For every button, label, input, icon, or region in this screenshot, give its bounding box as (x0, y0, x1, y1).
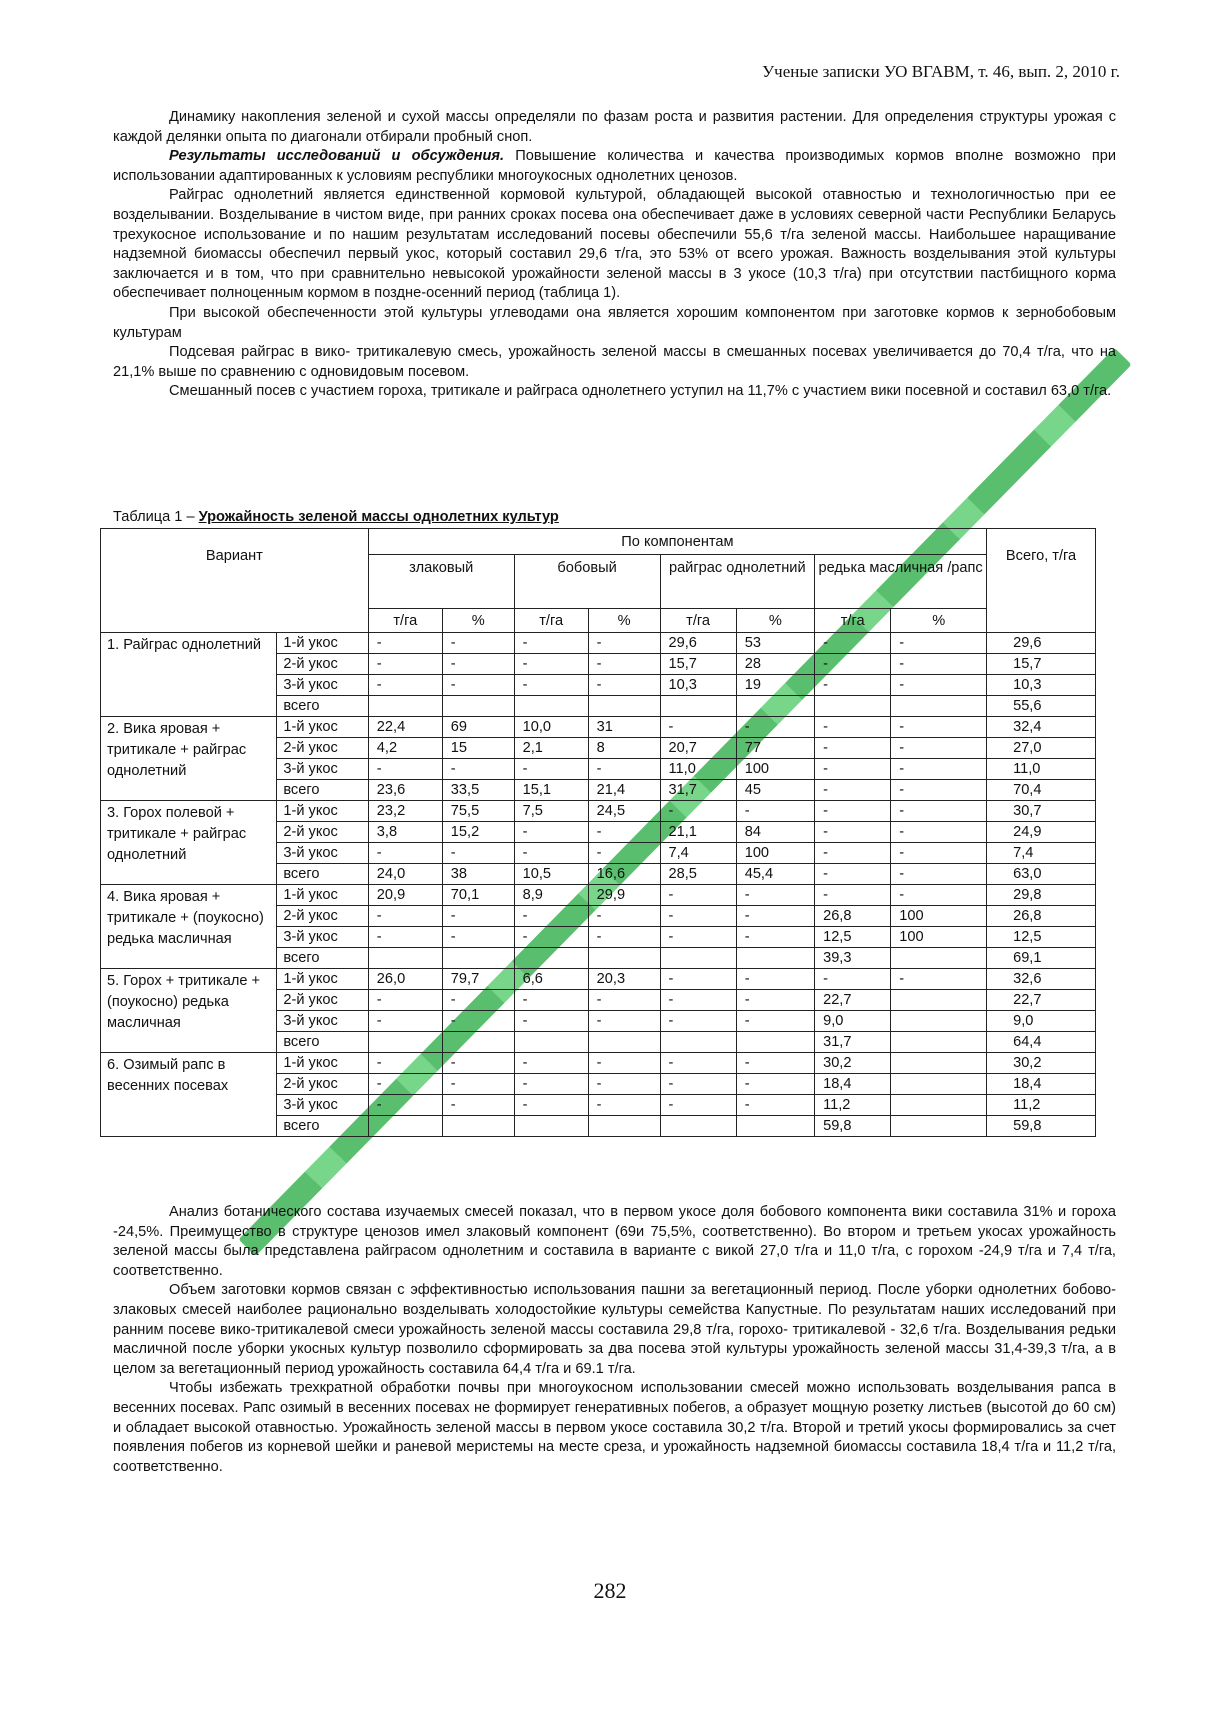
cut-label: всего (277, 1116, 368, 1137)
value-cell: - (368, 1095, 442, 1116)
value-cell (891, 990, 987, 1011)
value-cell: - (588, 1011, 660, 1032)
header-variant: Вариант (101, 529, 369, 633)
value-cell: - (514, 1095, 588, 1116)
value-cell: - (514, 654, 588, 675)
value-cell (368, 948, 442, 969)
value-cell: - (815, 633, 891, 654)
value-cell: 79,7 (442, 969, 514, 990)
cut-label: 2-й укос (277, 990, 368, 1011)
value-cell (368, 1116, 442, 1137)
value-cell (442, 948, 514, 969)
value-cell: - (368, 843, 442, 864)
value-cell: - (815, 654, 891, 675)
unit-t: т/га (368, 609, 442, 633)
total-cell: 7,4 (987, 843, 1096, 864)
total-cell: 29,6 (987, 633, 1096, 654)
intro-paragraph-3: Райграс однолетний является единственной кормовой культурой, обладающей высокой отавностью и технологичностью при ее возделывании. Возделывание в чистом виде, при ранних сроках посева она обеспечивает даже в условиях северной части Республики Беларусь трехукосное использование и по нашим результатам исследований посевы обеспечили 55,6 т/га зеленой массы. Наибольшее наращивание надземной биомассы обеспечил первый укос, который составил 29,6 т/га, это 53% от всего урожая. Важность возделывания этой культуры заключается и в том, что при сравнительно невысокой урожайности зеленой массы в 3 укосе (10,3 т/га) при отсутствии пастбищного корма обеспечивает полноценным кормом в поздне-осенний период (таблица 1). (113, 187, 1116, 302)
value-cell: - (368, 990, 442, 1011)
cut-label: всего (277, 780, 368, 801)
value-cell: - (736, 906, 814, 927)
value-cell (588, 948, 660, 969)
value-cell: 21,4 (588, 780, 660, 801)
value-cell: - (660, 885, 736, 906)
value-cell: - (815, 843, 891, 864)
total-cell: 29,8 (987, 885, 1096, 906)
total-cell: 11,2 (987, 1095, 1096, 1116)
value-cell: 2,1 (514, 738, 588, 759)
value-cell: 59,8 (815, 1116, 891, 1137)
value-cell: 31 (588, 717, 660, 738)
value-cell: - (442, 1095, 514, 1116)
cut-label: 3-й укос (277, 1011, 368, 1032)
value-cell: - (442, 633, 514, 654)
analysis-paragraph-2: Объем заготовки кормов связан с эффективностью использования пашни за вегетационный период. После уборки однолетних бобово-злаковых смесей наиболее рационально возделывать холодостойкие культуры семейства Капустные. По результатам наших исследований при ранним посеве вико-тритикалевой смеси урожайность зеленой массы составила 29,8 т/га, горохо- тритикалевой - 32,6 т/га. Возделывания редьки масличной после уборки укосных культур позволило сформировать за два посева этой культуры урожайность зеленой массы 31,4-39,3 т/га, а в целом за вегетационный период урожайность составила 64,4 т/га и 69.1 т/га. (113, 1282, 1116, 1377)
value-cell: 11,2 (815, 1095, 891, 1116)
value-cell: - (891, 969, 987, 990)
cut-label: 1-й укос (277, 1053, 368, 1074)
value-cell: 75,5 (442, 801, 514, 822)
cut-label: всего (277, 696, 368, 717)
value-cell: 45 (736, 780, 814, 801)
value-cell: - (736, 1053, 814, 1074)
value-cell: 23,6 (368, 780, 442, 801)
value-cell: - (736, 990, 814, 1011)
value-cell: - (891, 717, 987, 738)
value-cell: 29,9 (588, 885, 660, 906)
value-cell (891, 1011, 987, 1032)
total-cell: 32,4 (987, 717, 1096, 738)
table-row (101, 969, 1096, 990)
value-cell: - (891, 822, 987, 843)
intro-paragraph-5: Подсевая райграс в вико- тритикалевую смесь, урожайность зеленой массы в смешанных посевах увеличивается до 70,4 т/га, что на 21,1% выше по сравнению с одновидовым посевом. (113, 344, 1116, 380)
total-cell: 30,7 (987, 801, 1096, 822)
value-cell: 100 (736, 843, 814, 864)
value-cell: 15,1 (514, 780, 588, 801)
analysis-paragraph-1: Анализ ботанического состава изучаемых смесей показал, что в первом укосе доля бобового компонента вики составила 31% и гороха -24,5%. Преимущество в структуре ценозов имел злаковый компонент (69и 75,5%, соответственно). Во втором и третьем укосах урожайность зеленой массы была представлена райграсом однолетним и составила в варианте с викой 27,0 т/га и 11,0 т/га, с горохом -24,9 т/га и 7,4 т/га, соответственно. (113, 1204, 1116, 1279)
value-cell: 31,7 (660, 780, 736, 801)
cut-label: 3-й укос (277, 843, 368, 864)
value-cell: 20,3 (588, 969, 660, 990)
cut-label: всего (277, 864, 368, 885)
value-cell: - (368, 654, 442, 675)
total-cell: 64,4 (987, 1032, 1096, 1053)
value-cell: - (815, 738, 891, 759)
value-cell: - (891, 633, 987, 654)
total-cell: 26,8 (987, 906, 1096, 927)
cut-label: 3-й укос (277, 759, 368, 780)
value-cell: 8,9 (514, 885, 588, 906)
value-cell: 84 (736, 822, 814, 843)
value-cell: 22,4 (368, 717, 442, 738)
value-cell: 38 (442, 864, 514, 885)
total-cell: 55,6 (987, 696, 1096, 717)
value-cell: - (891, 675, 987, 696)
table-row (101, 885, 1096, 906)
value-cell: - (736, 1011, 814, 1032)
unit-t: т/га (815, 609, 891, 633)
value-cell: - (442, 759, 514, 780)
value-cell: - (442, 843, 514, 864)
total-cell: 27,0 (987, 738, 1096, 759)
value-cell: - (815, 801, 891, 822)
cut-label: 2-й укос (277, 654, 368, 675)
value-cell: - (736, 717, 814, 738)
value-cell: - (660, 1095, 736, 1116)
value-cell (891, 696, 987, 717)
total-cell: 32,6 (987, 969, 1096, 990)
total-cell: 70,4 (987, 780, 1096, 801)
total-cell: 30,2 (987, 1053, 1096, 1074)
value-cell (514, 696, 588, 717)
value-cell: - (891, 654, 987, 675)
value-cell: 15,7 (660, 654, 736, 675)
cut-label: всего (277, 948, 368, 969)
value-cell (660, 948, 736, 969)
value-cell: - (815, 759, 891, 780)
table-row (101, 717, 1096, 738)
value-cell: - (660, 801, 736, 822)
value-cell: - (514, 675, 588, 696)
intro-paragraph-1: Динамику накопления зеленой и сухой массы определяли по фазам роста и развития растении. Для определения структуры урожая с каждой делянки опыта по диагонали отбирали пробный сноп. (113, 109, 1116, 145)
value-cell: - (815, 822, 891, 843)
value-cell: - (660, 1011, 736, 1032)
value-cell: 11,0 (660, 759, 736, 780)
value-cell: 23,2 (368, 801, 442, 822)
total-cell: 24,9 (987, 822, 1096, 843)
variant-name: 6. Озимый рапс в весенних посевах (101, 1053, 277, 1137)
value-cell: 29,6 (660, 633, 736, 654)
value-cell: - (588, 1053, 660, 1074)
value-cell: - (588, 675, 660, 696)
header-total: Всего, т/га (987, 529, 1096, 633)
value-cell: - (660, 969, 736, 990)
value-cell: - (891, 864, 987, 885)
value-cell: - (514, 843, 588, 864)
cut-label: 2-й укос (277, 738, 368, 759)
value-cell: - (514, 990, 588, 1011)
intro-paragraph-4: При высокой обеспеченности этой культуры углеводами она является хорошим компонентом при заготовке кормов к зернобобовым культурам (113, 304, 1116, 341)
value-cell: 20,9 (368, 885, 442, 906)
unit-t: т/га (660, 609, 736, 633)
table-row (101, 633, 1096, 654)
variant-name: 4. Вика яровая + тритикале + (поукосно) редька масличная (101, 885, 277, 969)
value-cell: - (368, 759, 442, 780)
cut-label: 2-й укос (277, 822, 368, 843)
value-cell: - (891, 738, 987, 759)
value-cell: - (514, 906, 588, 927)
value-cell: - (368, 927, 442, 948)
header-components: По компонентам (368, 529, 986, 555)
value-cell (368, 696, 442, 717)
value-cell: 100 (891, 927, 987, 948)
value-cell: 7,4 (660, 843, 736, 864)
value-cell: - (588, 1095, 660, 1116)
value-cell: 7,5 (514, 801, 588, 822)
value-cell: 77 (736, 738, 814, 759)
value-cell (736, 1032, 814, 1053)
value-cell: - (891, 801, 987, 822)
variant-name: 2. Вика яровая + тритикале + райграс однолетний (101, 717, 277, 801)
value-cell: 30,2 (815, 1053, 891, 1074)
value-cell: - (736, 801, 814, 822)
value-cell: - (815, 864, 891, 885)
total-cell: 12,5 (987, 927, 1096, 948)
value-cell (660, 1032, 736, 1053)
value-cell: - (442, 1011, 514, 1032)
value-cell: 12,5 (815, 927, 891, 948)
cut-label: 1-й укос (277, 717, 368, 738)
value-cell (891, 1095, 987, 1116)
total-cell: 63,0 (987, 864, 1096, 885)
value-cell: - (368, 1053, 442, 1074)
value-cell: 28,5 (660, 864, 736, 885)
section-heading: Результаты исследований и обсуждения. (169, 148, 505, 165)
value-cell (442, 696, 514, 717)
value-cell: 33,5 (442, 780, 514, 801)
value-cell (736, 948, 814, 969)
value-cell (891, 1053, 987, 1074)
value-cell: - (660, 927, 736, 948)
value-cell: 39,3 (815, 948, 891, 969)
value-cell: - (891, 780, 987, 801)
cut-label: 3-й укос (277, 675, 368, 696)
value-cell (514, 948, 588, 969)
total-cell: 18,4 (987, 1074, 1096, 1095)
value-cell: - (660, 906, 736, 927)
yield-table (100, 528, 1096, 1137)
value-cell: 15,2 (442, 822, 514, 843)
value-cell: - (514, 1074, 588, 1095)
value-cell: - (660, 990, 736, 1011)
value-cell: 26,0 (368, 969, 442, 990)
unit-pct: % (736, 609, 814, 633)
value-cell: 45,4 (736, 864, 814, 885)
journal-header: Ученые записки УО ВГАВМ, т. 46, вып. 2, 2010 г. (762, 62, 1120, 81)
table-body (101, 633, 1096, 1137)
value-cell: - (442, 906, 514, 927)
value-cell (891, 1074, 987, 1095)
value-cell: 9,0 (815, 1011, 891, 1032)
cut-label: 3-й укос (277, 1095, 368, 1116)
value-cell: - (588, 633, 660, 654)
value-cell: 26,8 (815, 906, 891, 927)
value-cell: 16,6 (588, 864, 660, 885)
value-cell: 19 (736, 675, 814, 696)
value-cell: - (815, 885, 891, 906)
value-cell: - (660, 1053, 736, 1074)
value-cell: 10,3 (660, 675, 736, 696)
value-cell: - (588, 822, 660, 843)
value-cell: 18,4 (815, 1074, 891, 1095)
value-cell (736, 1116, 814, 1137)
table-row (101, 801, 1096, 822)
value-cell: 24,5 (588, 801, 660, 822)
value-cell (514, 1032, 588, 1053)
value-cell: - (514, 822, 588, 843)
value-cell: - (588, 927, 660, 948)
value-cell (660, 1116, 736, 1137)
value-cell: 3,8 (368, 822, 442, 843)
value-cell: - (514, 1053, 588, 1074)
value-cell: - (442, 654, 514, 675)
value-cell: - (815, 717, 891, 738)
cut-label: 3-й укос (277, 927, 368, 948)
total-cell: 11,0 (987, 759, 1096, 780)
value-cell (891, 948, 987, 969)
table-row (101, 1053, 1096, 1074)
value-cell: - (588, 759, 660, 780)
value-cell: 10,0 (514, 717, 588, 738)
total-cell: 10,3 (987, 675, 1096, 696)
value-cell: 6,6 (514, 969, 588, 990)
value-cell (442, 1032, 514, 1053)
header-ryegrass: райграс однолетний (660, 555, 815, 609)
intro-paragraph-2: Результаты исследований и обсуждения. Повышение количества и качества производимых кормов вполне возможно при использовании адаптированных к условиям республики многоукосных однолетних ценозов. (113, 148, 1116, 184)
variant-name: 5. Горох + тритикале + (поукосно) редька масличная (101, 969, 277, 1053)
value-cell: 20,7 (660, 738, 736, 759)
value-cell: - (368, 1011, 442, 1032)
value-cell: 28 (736, 654, 814, 675)
value-cell: 69 (442, 717, 514, 738)
value-cell: - (815, 675, 891, 696)
value-cell: 22,7 (815, 990, 891, 1011)
value-cell: - (442, 1074, 514, 1095)
value-cell: - (736, 885, 814, 906)
unit-pct: % (891, 609, 987, 633)
header-legume: бобовый (514, 555, 660, 609)
cut-label: 1-й укос (277, 801, 368, 822)
value-cell: - (442, 990, 514, 1011)
total-cell: 22,7 (987, 990, 1096, 1011)
value-cell: - (588, 906, 660, 927)
value-cell (588, 1116, 660, 1137)
value-cell: - (736, 927, 814, 948)
value-cell: - (514, 759, 588, 780)
value-cell: - (736, 969, 814, 990)
value-cell: - (736, 1095, 814, 1116)
value-cell: - (368, 675, 442, 696)
value-cell: - (442, 1053, 514, 1074)
cut-label: 2-й укос (277, 906, 368, 927)
unit-pct: % (588, 609, 660, 633)
cut-label: 1-й укос (277, 885, 368, 906)
value-cell (660, 696, 736, 717)
unit-t: т/га (514, 609, 588, 633)
value-cell (815, 696, 891, 717)
value-cell: - (442, 675, 514, 696)
page-number: 282 (593, 1578, 627, 1603)
total-cell: 9,0 (987, 1011, 1096, 1032)
value-cell: 15 (442, 738, 514, 759)
cut-label: всего (277, 1032, 368, 1053)
value-cell: - (736, 1074, 814, 1095)
value-cell (368, 1032, 442, 1053)
value-cell: 24,0 (368, 864, 442, 885)
value-cell: 70,1 (442, 885, 514, 906)
intro-paragraph-6: Смешанный посев с участием гороха, тритикале и райграса однолетнего уступил на 11,7% с участием вики посевной и составил 63,0 т/га. (169, 383, 1112, 400)
value-cell: - (815, 969, 891, 990)
value-cell: - (588, 990, 660, 1011)
cut-label: 1-й укос (277, 633, 368, 654)
intro-text (113, 108, 1116, 402)
value-cell: - (891, 759, 987, 780)
unit-pct: % (442, 609, 514, 633)
value-cell: - (891, 885, 987, 906)
value-cell (588, 1032, 660, 1053)
variant-name: 1. Райграс однолетний (101, 633, 277, 717)
value-cell (891, 1116, 987, 1137)
header-radish: редька масличная /рапс (815, 555, 987, 609)
table-caption: Таблица 1 – Урожайность зеленой массы однолетних культур (113, 509, 559, 525)
value-cell: - (588, 843, 660, 864)
cut-label: 1-й укос (277, 969, 368, 990)
variant-name: 3. Горох полевой + тритикале + райграс однолетний (101, 801, 277, 885)
value-cell: 8 (588, 738, 660, 759)
value-cell: - (588, 654, 660, 675)
value-cell: - (514, 1011, 588, 1032)
value-cell: - (815, 780, 891, 801)
value-cell: - (442, 927, 514, 948)
value-cell (736, 696, 814, 717)
value-cell (442, 1116, 514, 1137)
analysis-text (113, 1203, 1116, 1477)
total-cell: 15,7 (987, 654, 1096, 675)
analysis-paragraph-3: Чтобы избежать трехкратной обработки почвы при многоукосном использовании смесей можно использовать возделывания рапса в весенних посевах. Рапс озимый в весенних посевах не формирует генеративных побегов, а образует мощную розетку листьев (высотой до 60 см) и обладает высокой отавностью. Урожайность зеленой массы в первом укосе составила 30,2 т/га. Второй и третий укосы формировались за счет появления побегов из корневой шейки и раневой меристемы на месте среза, и урожайность надземной биомассы составила 18,4 т/га и 11,2 т/га, соответственно. (113, 1380, 1116, 1475)
value-cell: - (588, 1074, 660, 1095)
value-cell: - (514, 633, 588, 654)
value-cell: - (891, 843, 987, 864)
value-cell: 100 (891, 906, 987, 927)
value-cell: 31,7 (815, 1032, 891, 1053)
value-cell (514, 1116, 588, 1137)
value-cell: - (368, 633, 442, 654)
value-cell: 100 (736, 759, 814, 780)
value-cell: 4,2 (368, 738, 442, 759)
total-cell: 59,8 (987, 1116, 1096, 1137)
value-cell (891, 1032, 987, 1053)
value-cell: - (660, 717, 736, 738)
value-cell: - (514, 927, 588, 948)
value-cell: 53 (736, 633, 814, 654)
value-cell: - (368, 1074, 442, 1095)
header-cereal: злаковый (368, 555, 514, 609)
value-cell: - (660, 1074, 736, 1095)
value-cell: - (368, 906, 442, 927)
cut-label: 2-й укос (277, 1074, 368, 1095)
value-cell: 21,1 (660, 822, 736, 843)
value-cell (588, 696, 660, 717)
value-cell: 10,5 (514, 864, 588, 885)
total-cell: 69,1 (987, 948, 1096, 969)
